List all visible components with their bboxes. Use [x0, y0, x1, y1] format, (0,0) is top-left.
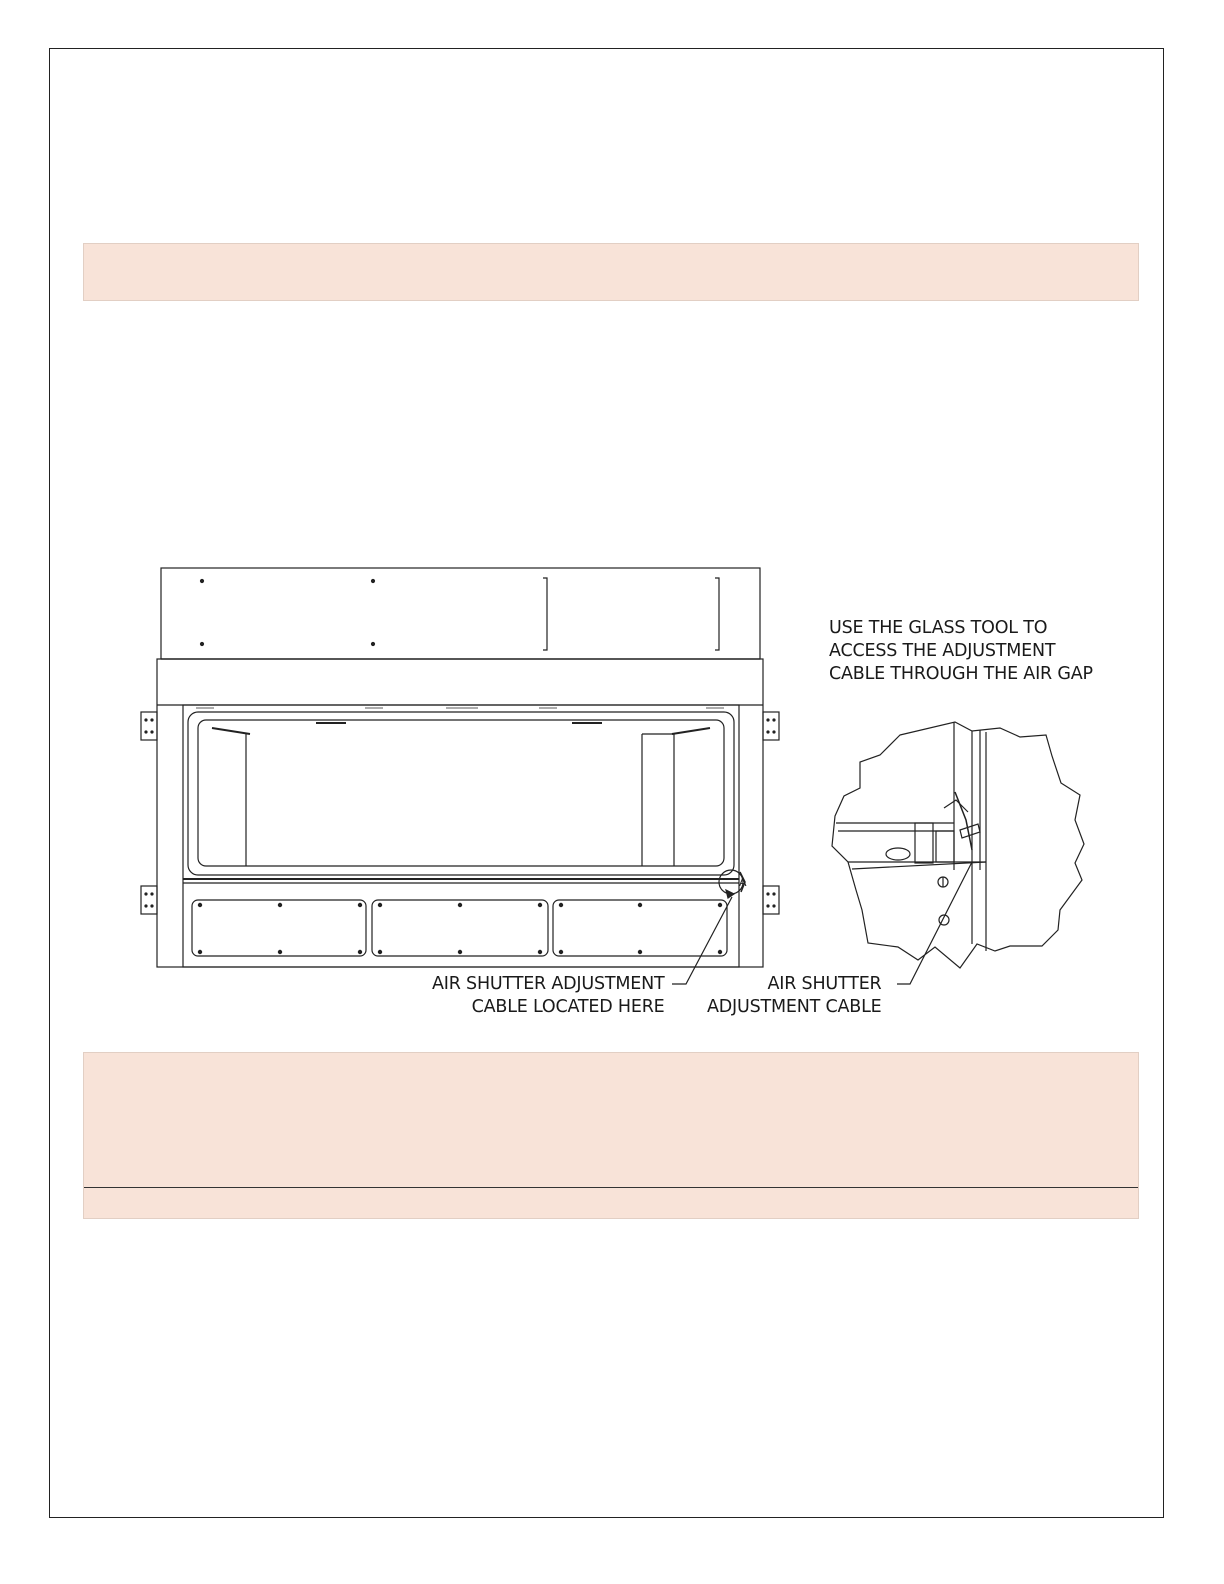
cable-line-1: AIR SHUTTER [767, 974, 882, 994]
cable-location-line-2: CABLE LOCATED HERE [471, 997, 665, 1017]
glass-window [188, 712, 734, 875]
cable-location-line-1: AIR SHUTTER ADJUSTMENT [432, 974, 665, 994]
leader-cable [897, 862, 972, 984]
glass-tool-line-3: CABLE THROUGH THE AIR GAP [829, 664, 1093, 684]
detail-marker-label: A [739, 876, 747, 889]
glass-tool-line-2: ACCESS THE ADJUSTMENT [829, 641, 1056, 661]
detail-view-a [832, 722, 1084, 968]
glass-tool-line-1: USE THE GLASS TOOL TO [829, 618, 1048, 638]
lower-panels [192, 900, 727, 956]
cable-label [707, 973, 882, 1019]
fireplace-body [141, 659, 779, 967]
fireplace-hood [161, 568, 760, 659]
glass-tool-note [829, 617, 1093, 686]
cable-location-label [432, 973, 665, 1019]
leader-cable-location [672, 897, 732, 984]
cable-line-2: ADJUSTMENT CABLE [707, 997, 882, 1017]
